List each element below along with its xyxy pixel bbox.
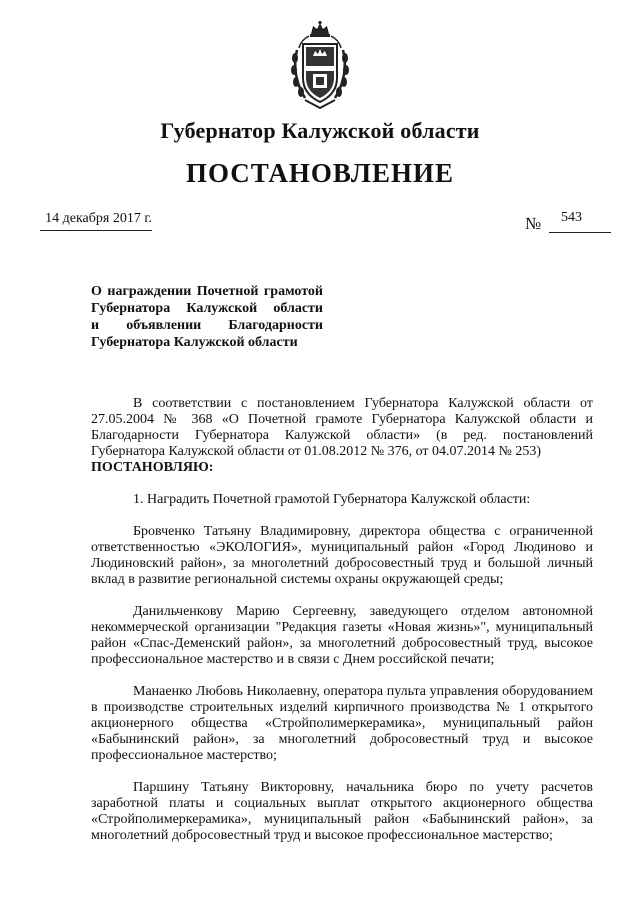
document-number (525, 210, 611, 236)
awardee-paragraph: Бровченко Татьяну Владимировну, директора общества с ограниченной ответственностью «ЭКОЛОГИЯ», муниципальный район «Город Людиново и Людиновский район», за многолетний добросовестный труд и большой личный вклад в развитие региональной системы охраны окружающей среды; (91, 524, 593, 587)
number-sign: № (525, 214, 542, 233)
awardee-paragraph: Манаенко Любовь Николаевну, оператора пульта управления оборудованием в производстве строительных изделий кирпичного производства № 1 открытого акционерного общества «Стройполимеркерамика», муниципальный район «Бабынинский район», за многолетний добросовестный труд и высокое профессиональное мастерство; (91, 684, 593, 763)
number-value: 543 (561, 210, 582, 225)
awardee-paragraph: Паршину Татьяну Викторовну, начальника бюро по учету расчетов заработной платы и социальных выплат открытого акционерного общества «Стройполимеркерамика», муниципальный район «Бабынинский район», за многолетний добросовестный труд и высокое профессиональное мастерство; (91, 780, 593, 843)
subject-line: О награждении Почетной грамотой (91, 284, 323, 299)
coat-of-arms-kaluga-icon (289, 20, 351, 112)
awardee-paragraph: Данильченкову Марию Сергеевну, заведующего отделом автономной некоммерческой организации "Редакция газеты «Новая жизнь»", муниципальный район «Спас-Деменский район», за многолетний добросовестный труд, высокое профессиональное мастерство и в связи с Днем российской печати; (91, 604, 593, 667)
number-underline (549, 232, 611, 233)
subject-line: Губернатора Калужской области (91, 335, 298, 350)
document-date: 14 декабря 2017 г. (40, 211, 152, 231)
issuer-title: Губернатор Калужской области (160, 118, 480, 143)
preamble-text: В соответствии с постановлением Губернатора Калужской области от 27.05.2004 № 368 «О Почетной грамоте Губернатора Калужской области и Благодарности Губернатора Калужской области» (в ред. постановлений Губернатора Калужской области от 01.08.2012 № 376, от 04.07.2014 № 253) (91, 396, 593, 459)
item-paragraph: 1. Наградить Почетной грамотой Губернатора Калужской области: (133, 492, 531, 507)
document-subject (91, 283, 323, 351)
ruling-word: ПОСТАНОВЛЯЮ: (91, 460, 214, 475)
document-type: ПОСТАНОВЛЕНИЕ (185, 158, 455, 188)
subject-line: и объявлении Благодарности (91, 318, 323, 333)
document-body (91, 396, 593, 844)
subject-line: Губернатора Калужской области (91, 301, 323, 316)
preamble-paragraph (91, 396, 593, 476)
